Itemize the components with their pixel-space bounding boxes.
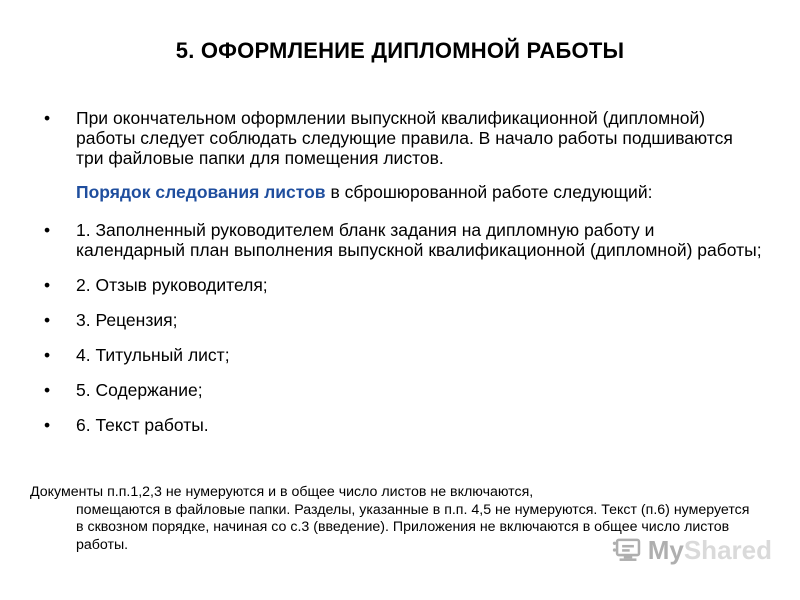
logo-text bbox=[648, 535, 772, 566]
order-line bbox=[76, 182, 764, 202]
list-item: • 3. Рецензия; bbox=[44, 310, 764, 330]
list-item: • 1. Заполненный руководителем бланк задания на дипломную работу и календарный план выполнения выпускной квалификационной (дипломной) работы; bbox=[44, 220, 764, 260]
list-item: • 4. Титульный лист; bbox=[44, 345, 764, 365]
list-item: • 2. Отзыв руководителя; bbox=[44, 275, 764, 295]
logo-text-dark: My bbox=[647, 534, 684, 565]
footnote-rest: помещаются в файловые папки. Разделы, указанные в п.п. 4,5 не нумеруются. Текст (п.6) нумеруется в сквозном порядке, начиная со с.3 (введение). Приложения не включаются в общее число листов работы. bbox=[76, 501, 750, 553]
logo-text-light: Shared bbox=[683, 534, 772, 565]
intro-text: При окончательном оформлении выпускной квалификационной (дипломной) работы следует соблюдать следующие правила. В начало работы подшиваются три файловые папки для помещения листов. bbox=[76, 108, 733, 168]
watermark-logo bbox=[612, 532, 772, 568]
intro-bullet bbox=[44, 108, 764, 202]
order-rest: в сброшюрованной работе следующий: bbox=[325, 182, 653, 202]
order-highlight: Порядок следования листов bbox=[76, 182, 326, 202]
list-item: • 6. Текст работы. bbox=[44, 415, 764, 435]
page-title: 5. ОФОРМЛЕНИЕ ДИПЛОМНОЙ РАБОТЫ bbox=[175, 38, 625, 63]
footnote-first-line: Документы п.п.1,2,3 не нумеруются и в общее число листов не включаются, bbox=[30, 484, 534, 500]
list-item: • 5. Содержание; bbox=[44, 380, 764, 400]
rules-list bbox=[44, 108, 764, 435]
myshared-logo-icon bbox=[612, 532, 646, 568]
